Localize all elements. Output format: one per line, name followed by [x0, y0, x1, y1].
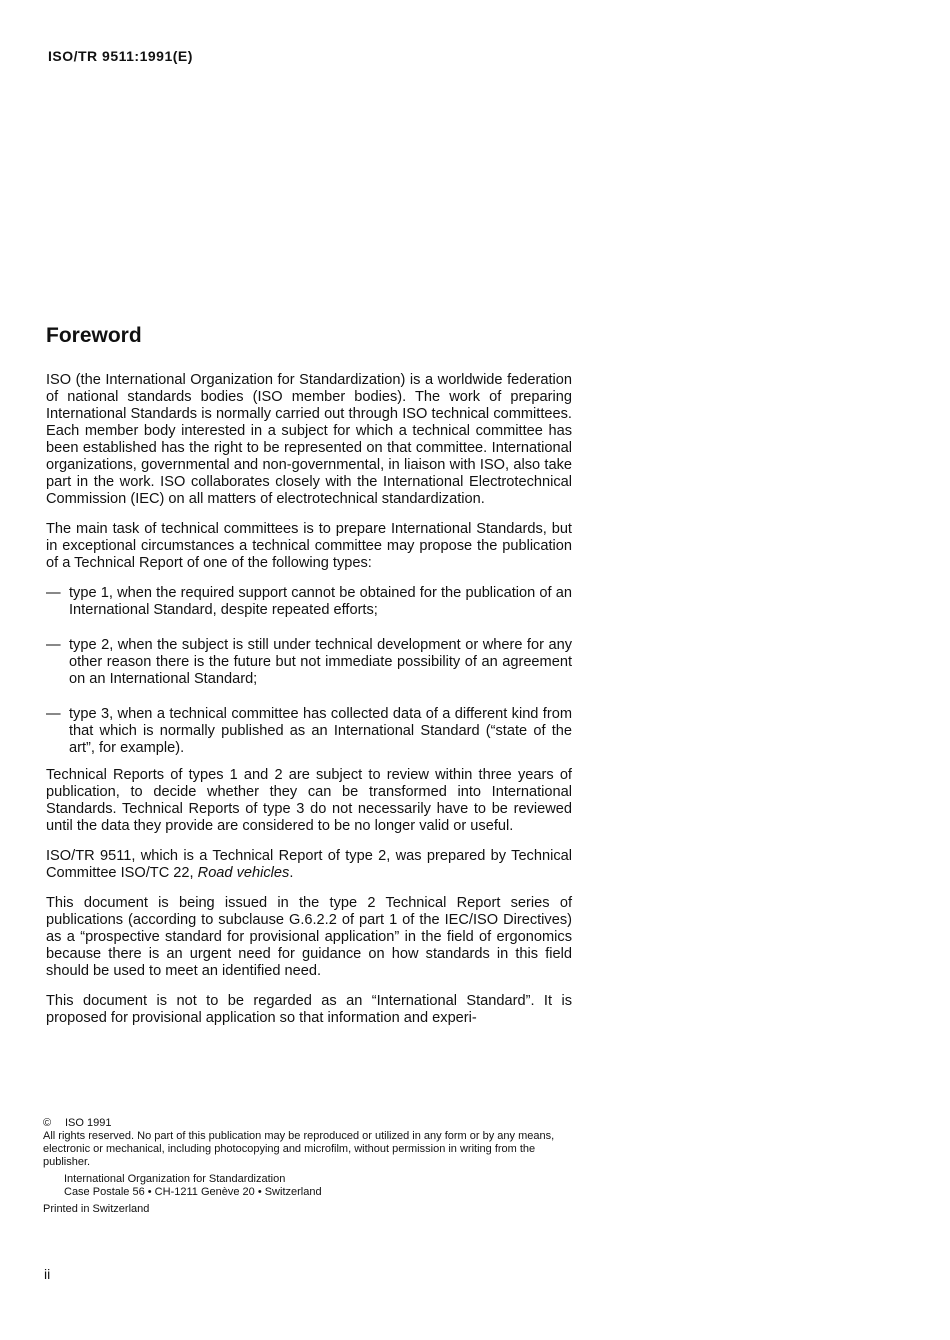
section-heading-foreword: Foreword [46, 324, 142, 347]
prepared-by-text: ISO/TR 9511, which is a Technical Report of type 2, was prepared by Technical Committee ISO/TC 22, [46, 848, 572, 881]
paragraph-issuance: This document is being issued in the type 2 Technical Report series of publications (according to subclause G.6.2.2 of part 1 of the IEC/ISO Directives) as a “prospective standard for provisional application” in the field of ergonomics because there is an urgent need for guidance on how standards in this field should be used to meet an identified need. [46, 895, 572, 979]
list-item [46, 706, 572, 757]
postal-address: Case Postale 56 • CH-1211 Genève 20 • Switzerland [64, 1186, 322, 1198]
paragraph-iso-intro: ISO (the International Organization for Standardization) is a worldwide federation of national standards bodies (ISO member bodies). The work of preparing International Standards is normally carried out through ISO technical committees. Each member body interested in a subject for which a technical committee has been established has the right to be represented on that committee. International organizations, governmental and non-governmental, in liaison with ISO, also take part in the work. ISO collaborates closely with the International Electrotechnical Commission (IEC) on all matters of electrotechnical standardization. [46, 372, 572, 507]
paragraph-provisional: This document is not to be regarded as an “International Standard”. It is proposed for provisional application so that information and experi- [46, 993, 572, 1026]
list-item-text: type 2, when the subject is still under technical development or where for any other reason there is the future but not immediate possibility of an agreement on an International Standard; [69, 637, 572, 687]
copyright-symbol: © [43, 1117, 52, 1129]
committee-name: Road vehicles [197, 865, 290, 881]
list-item-text: type 1, when the required support cannot be obtained for the publication of an International Standard, despite repeated efforts; [69, 585, 572, 618]
prepared-by-end: . [289, 865, 294, 881]
copyright-year: ISO 1991 [65, 1117, 112, 1129]
list-item [46, 637, 572, 688]
report-types-list [46, 585, 572, 757]
list-item [46, 585, 572, 619]
dash-bullet: — [46, 637, 61, 653]
rights-reserved: All rights reserved. No part of this publication may be reproduced or utilized in any form or by any means, electronic or mechanical, including photocopying and microfilm, without permission in writing from the publisher. [43, 1130, 555, 1168]
copyright-line [43, 1117, 571, 1130]
copyright-block [43, 1117, 571, 1216]
organization-name: International Organization for Standardization [64, 1173, 286, 1185]
document-id: ISO/TR 9511:1991(E) [48, 48, 193, 64]
organization-address [43, 1173, 571, 1199]
foreword-body [46, 372, 572, 1027]
paragraph-review: Technical Reports of types 1 and 2 are subject to review within three years of publication, to decide whether they can be transformed into International Standards. Technical Reports of type 3 do not necessarily have to be reviewed until the data they provide are considered to be no longer valid or useful. [46, 767, 572, 834]
dash-bullet: — [46, 585, 61, 601]
paragraph-prepared-by [46, 848, 572, 882]
list-item-text: type 3, when a technical committee has collected data of a different kind from that which is normally published as an International Standard (“state of the art”, for example). [69, 706, 572, 756]
dash-bullet: — [46, 706, 61, 722]
printed-in: Printed in Switzerland [43, 1203, 150, 1215]
paragraph-main-task: The main task of technical committees is to prepare International Standards, but in exceptional circumstances a technical committee may propose the publication of a Technical Report of one of the following types: [46, 521, 572, 571]
page-number: ii [44, 1266, 51, 1282]
